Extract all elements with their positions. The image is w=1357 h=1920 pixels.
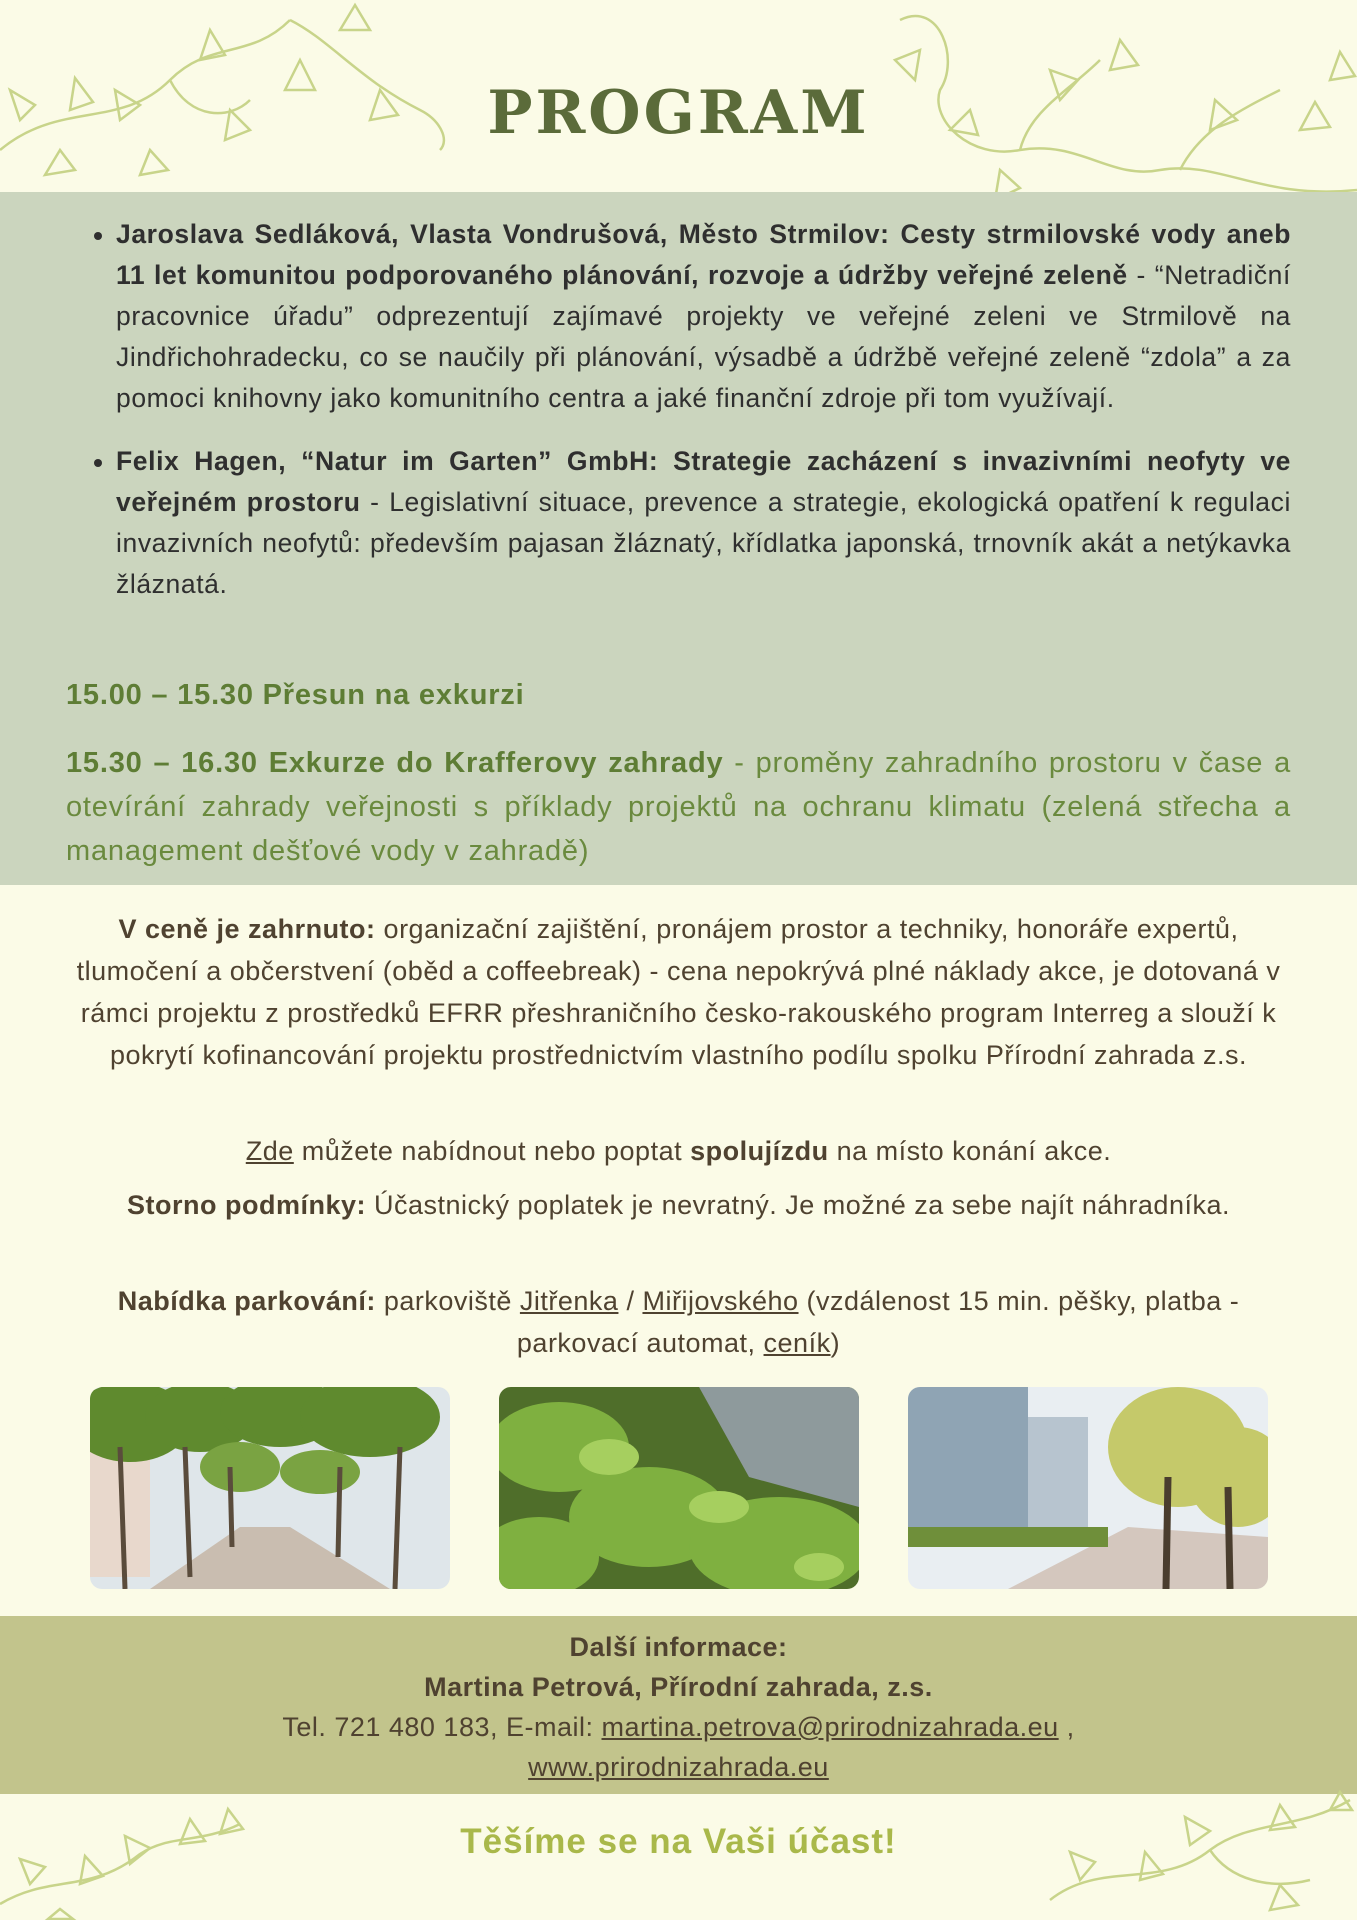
contact-heading: Další informace: [569,1632,788,1662]
storno-label: Storno podmínky: [127,1190,367,1220]
contact-info [0,1627,1357,1787]
rideshare-info [70,1130,1287,1172]
parking-link-jitrenka[interactable]: Jitřenka [519,1286,619,1316]
price-text: organizační zajištění, pronájem prostor a techniky, honoráře expertů, tlumočení a občerstvení (oběd a coffeebreak) - cena nepokrývá plné náklady akce, je dotovaná v rámci projektu z prostředků EFRR přeshraničního česko-rakouského program Interreg a slouží k pokrytí kofinancování projektu prostřednictvím vlastního podílu spolku Přírodní zahrada z.s. [76,914,1281,1070]
schedule-heading: 15.00 – 15.30 Přesun na exkurzi [66,679,525,711]
photo-tree-alley [90,1387,450,1589]
closing-message: Těšíme se na Vaši účast! [460,1822,897,1861]
list-item [66,214,1291,419]
parking-label: Nabídka parkování: [117,1286,376,1316]
rideshare-link[interactable]: Zde [245,1136,294,1166]
price-label: V ceně je zahrnuto: [118,914,376,944]
schedule-item [66,673,1291,717]
talk-description: - “Netradiční pracovnice úřadu” odprezentují zajímavé projekty ve veřejné zeleni ve Strmilově na Jindřichohradecku, co se naučily při plánování, výsadbě a údržbě veřejné zeleně “zdola” a za pomoci knihovny jako komunitního centra a jaké finanční zdroje při tom využívají. [116,260,1291,413]
rideshare-bold: spolujízdu [690,1136,829,1166]
contact-phone: Tel. 721 480 183, E-mail: [282,1712,602,1742]
email-suffix: , [1058,1712,1075,1742]
schedule-item [66,741,1291,873]
parking-separator: / [618,1286,643,1316]
rideshare-text-end: na místo konání akce. [828,1136,1112,1166]
schedule-heading: 15.30 – 16.30 Exkurze do Krafferovy zahrady [66,747,724,779]
rideshare-text: můžete nabídnout nebo poptat [293,1136,691,1166]
talk-heading: Jaroslava Sedláková, Vlasta Vondrušová, Město Strmilov: Cesty strmilovské vody aneb 11 let komunitou podporovaného plánování, rozvoje a údržby veřejné zeleně [116,219,1291,290]
talk-heading: Felix Hagen, “Natur im Garten” GmbH: Strategie zacházení s invazivními neofyty ve veřejném prostoru [116,446,1291,517]
photo-city-street-trees [908,1387,1268,1589]
parking-text: parkoviště [375,1286,520,1316]
talk-description: - Legislativní situace, prevence a strategie, ekologická opatření k regulaci invazivních neofytů: především pajasan žláznatý, křídlatka japonská, trnovník akát a netýkavka žláznatá. [116,487,1291,599]
contact-name: Martina Petrová, Přírodní zahrada, z.s. [424,1672,933,1702]
parking-text-end: ) [830,1328,841,1358]
storno-info [70,1184,1287,1226]
pricelist-link[interactable]: ceník [763,1328,831,1358]
price-info [70,908,1287,1076]
parking-link-mirijovskeho[interactable]: Miřijovského [642,1286,799,1316]
schedule-description: - proměny zahradního prostoru v čase a otevírání zahrady veřejnosti s příklady projektů na ochranu klimatu (zelená střecha a management dešťové vody v zahradě) [66,747,1291,867]
storno-text: Účastnický poplatek je nevratný. Je možné za sebe najít náhradníka. [366,1190,1230,1220]
parking-info [70,1280,1287,1364]
page-title: PROGRAM [487,78,870,148]
website-link[interactable]: www.prirodnizahrada.eu [528,1752,829,1782]
email-link[interactable]: martina.petrova@prirodnizahrada.eu [601,1712,1059,1742]
talk-list [66,214,1291,605]
parking-text-middle: (vzdálenost 15 min. pěšky, platba - parkovací automat, [516,1286,1240,1358]
list-item [66,441,1291,605]
photo-green-roof-plants [499,1387,859,1589]
